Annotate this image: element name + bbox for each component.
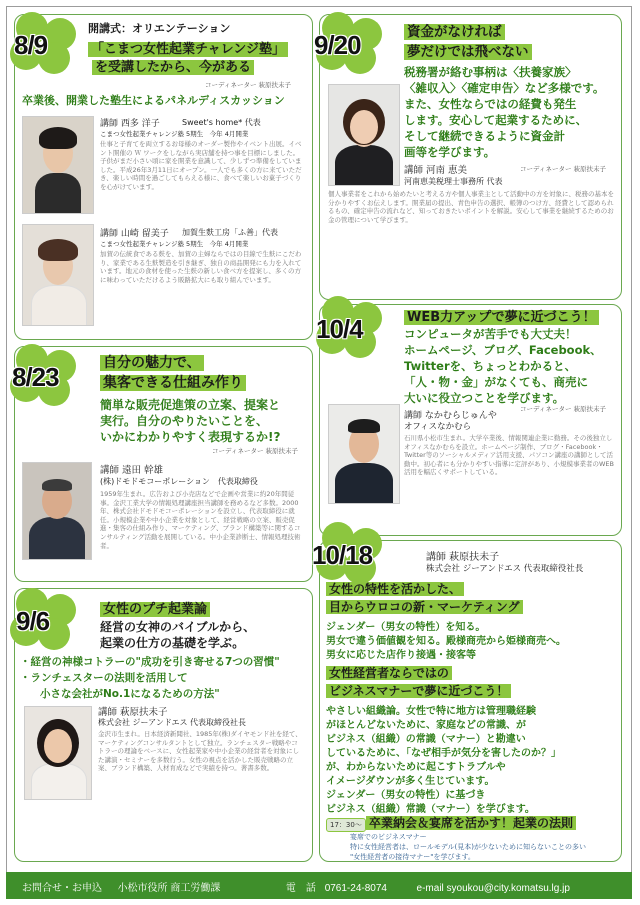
speaker-photo xyxy=(22,462,92,560)
speaker-note: こまつ女性起業チャレンジ塾 5期生 今年 4月開業 xyxy=(100,130,249,138)
speaker-org: 株式会社 ジーアンドエス 代表取締役社長 xyxy=(98,718,247,727)
session-label: 開講式：オリエンテーション xyxy=(88,22,231,35)
speaker-photo xyxy=(328,404,400,504)
speaker-bio: 仕事と子育てを両立するお母様のオーダー製作やイベント出展。イベント開催の Ｗ ワークをしながら実店舗を持つ事を目標にしました。子供がまだ小さい頃に家を開業を意識して、少しずつ準備をしていました。平成26年3月11日にオープン。一人でも多くの方に来ていただき、楽しい時間を過ごしてもらえる様に、食べて楽しいお菓子づくりを心がけています。 xyxy=(100,140,302,191)
topic-body-line: イメージダウンが多く生じています。 xyxy=(326,776,495,787)
speaker-org: 加賀生麩工房「ふ善」代表 xyxy=(182,228,278,237)
topic-point: ジェンダー（男女の特性）を知る。 xyxy=(326,622,486,633)
speaker-bio: 石川県小松市生まれ。大学卒業後、情報関連企業に勤務。その後独立しオフィスなかむらを設立。ホームページ制作、ブログ・Facebook・Twitter等のソーシャルメディア活用支援、パソコン講座の講師として活動中。初心者にも分かりやすい指導に定評があり、小規模事業者のWEB活用を幅広くサポートしている。 xyxy=(404,434,614,477)
topic-body-line: がほとんどないために、家庭などの常識、が xyxy=(326,720,526,731)
session-description-line5: 大いに役立つことを学びます。 xyxy=(404,391,565,405)
session-description-line2: 起業の仕方の基礎を学ぶ。 xyxy=(100,636,245,650)
coordinator-text: コーディネーター 萩原扶未子 xyxy=(520,165,607,173)
session-description-line5: そして継続できるように資金計 xyxy=(404,129,565,143)
speaker-name: 講師 山崎 留美子 xyxy=(100,229,169,239)
speaker-name: 講師 萩原扶未子 xyxy=(98,707,168,718)
time-badge: 17：30～ xyxy=(326,818,366,832)
contact-footer xyxy=(6,872,632,899)
topic-point: 男女に応じた店作り接遇・接客等 xyxy=(326,650,476,661)
coordinator-text: コーディネーター 萩原扶未子 xyxy=(212,447,299,455)
phone-number[interactable]: 0761-24-8074 xyxy=(324,883,387,894)
speaker-bio: 個人事業者をこれから始めたいと考える方や個人事業主として活動中の方を対象に、税務の基本を分かりやすくお伝えします。開業届の提出、青色申告の選択、帳簿のつけ方、経費として認められるもの、確定申告の流れなど、知っておきたいポイントを解説。安心して事業を継続するためのお金の管理について学びます。 xyxy=(328,190,614,224)
session-date: 9/6 xyxy=(16,606,50,636)
coordinator-text: コーディネーター 萩原扶未子 xyxy=(520,405,607,413)
topic-title-line2: ビジネスマナーで夢に近づこう！ xyxy=(326,682,511,699)
speaker-photo xyxy=(24,706,92,800)
speaker-name: 講師 河南 恵美 xyxy=(404,165,468,176)
session-title-line1: 自分の魅力で、 xyxy=(100,352,204,372)
speaker-org: 河南恵美税理士事務所 代表 xyxy=(404,177,503,186)
topic-title-line1: 女性の特性を活かした、 xyxy=(326,580,464,597)
session-description-line2: 〈雑収入〉〈確定申告〉など多様です。 xyxy=(404,81,605,95)
bullet-line: 小さな会社がNo.1になるための方法" xyxy=(40,688,220,700)
topic-title-line2: 目からウロコの新・マーケティング xyxy=(326,598,523,615)
session-title-line1: 「こまつ女性起業チャレンジ塾」 xyxy=(88,38,288,57)
speaker-name: 講師 西多 洋子 xyxy=(100,119,160,129)
session-title-line2: 夢だけでは飛べない xyxy=(404,40,532,60)
topic-body-line: が、わからないために起こすトラブルや xyxy=(326,762,506,773)
speaker-photo xyxy=(22,224,94,326)
speaker-photo xyxy=(22,116,94,214)
session-description-line3: また、女性ならではの経費も発生 xyxy=(404,97,577,111)
speaker-org: オフィスなかむら xyxy=(404,422,472,432)
speaker-org: Sweet's home* 代表 xyxy=(182,118,261,127)
session-date: 10/18 xyxy=(312,540,373,570)
speaker-photo xyxy=(328,84,400,186)
session-title-line1: 資金がなければ xyxy=(404,20,505,40)
coordinator-text: コーディネーター 萩原扶未子 xyxy=(205,81,292,89)
bullet-line: ・経営の神様コトラーの"成功を引き寄せる7つの習慣" xyxy=(20,656,280,668)
session-description-line3: Twitterを、ちょっとわかると、 xyxy=(404,359,577,373)
topic-note: 宴席でのビジネスマナー xyxy=(350,833,427,841)
session-title: WEB力アップで夢に近づこう！ xyxy=(404,306,599,325)
speaker-bio: 加賀の伝統食である麩を、加賀の主婦ならではの目線で生麩にこだわり、家業である生麩製造を引き継ぎ、独自の商品開発にも力を入れています。地元の食材を使った生麩の新しい食べ方を提案し、多くの方に味わっていただけるよう販路拡大にも取り組んでいます。 xyxy=(100,250,302,284)
session-date: 8/9 xyxy=(14,30,48,60)
session-description-line4: します。安心して起業するために、 xyxy=(404,113,588,127)
topic-body-line: やさしい組織論。女性で特に地方は管理職経験 xyxy=(326,706,536,717)
session-date: 8/23 xyxy=(12,362,59,392)
session-title: 女性のプチ起業論 xyxy=(100,598,210,617)
topic-body-line: しているために、「なぜ相手が気分を害したのか？」 xyxy=(326,748,561,759)
session-title-line2: を受講したから、今がある xyxy=(92,56,254,75)
topic-note: "女性経営者の接待マナー"を学びます。 xyxy=(350,853,475,861)
speaker-name: 講師 萩原扶未子 xyxy=(426,552,500,563)
speaker-name: 講師 遠田 幹雄 xyxy=(100,465,164,476)
phone-label: 電 話 xyxy=(285,883,316,894)
speaker-note: こまつ女性起業チャレンジ塾 5期生 今年 4月開業 xyxy=(100,240,249,248)
session-description-line4: 「人・物・金」がなくても、商売に xyxy=(404,375,588,389)
session-date: 9/20 xyxy=(314,30,361,60)
speaker-org: 株式会社 ジーアンドエス 代表取締役社長 xyxy=(426,564,584,574)
bullet-line: ・ランチェスターの法則を活用して xyxy=(20,672,188,684)
topic-title: 卒業納会＆宴席を活かす！起業の法則 xyxy=(366,814,576,831)
office-name: 小松市役所 商工労働課 xyxy=(117,883,221,894)
speaker-bio: 金沢市生まれ。日本経済新聞社、1985年(株)ダイヤモンド社を経て、マーケティングコンサルタントとして独立。ランチェスター戦略やコトラーの理論をベースに、女性起業家や中小企業の経営者を対象にした講演・セミナーを多数行う。女性の視点を活かした販売戦略の立案、ブランド構築、人材育成などで実績を持つ。著書多数。 xyxy=(98,730,302,773)
session-date: 10/4 xyxy=(316,314,363,344)
session-description-line1: 経営の女神のバイブルから、 xyxy=(100,620,256,634)
contact-label: お問合せ・お申込 xyxy=(22,883,102,894)
topic-title-line1: 女性経営者ならではの xyxy=(326,664,452,681)
session-description-line1: 税務署が絡む事柄は〈扶養家族〉 xyxy=(404,65,577,79)
session-description-line6: 画等を学びます。 xyxy=(404,145,496,159)
speaker-org: (株)ドモドモコーポレーション 代表取締役 xyxy=(100,477,258,486)
speaker-name: 講師 なかむらじゅんや xyxy=(404,411,497,421)
topic-body-line: ビジネス（組織）の常識（マナー）と勘違い xyxy=(326,734,526,745)
session-description-line2: ホームページ、ブログ、Facebook、 xyxy=(404,343,602,357)
session-description-line1: コンピュータが苦手でも大丈夫！ xyxy=(404,327,577,341)
topic-note: 特に女性経営者は、ロールモデル(見本)が少ないために知らないことの多い xyxy=(350,843,586,851)
email-address[interactable]: e-mail syoukou@city.komatsu.lg.jp xyxy=(416,883,570,894)
topic-body-line: ジェンダー（男女の特性）に基づき xyxy=(326,790,486,801)
topic-body-line: ビジネス（組織）常識（マナー）を学びます。 xyxy=(326,804,535,815)
session-description-line2: 実行。自分のやりたいことを、 xyxy=(100,414,269,428)
session-description-line1: 簡単な販売促進策の立案、提案と xyxy=(100,398,281,412)
session-description-line3: いかにわかりやすく表現するか!? xyxy=(100,430,281,444)
speaker-bio: 1959年生まれ。広告および小売店などで企画や営業に約20年間従事。金沢工業大学の情報処理講座担当講師を務めるなど多数。2000年、株式会社ドモドモコーポレーションを設立し、代表取締役に就任。小規模企業や中小企業を対象として、経営戦略の立案、販売促進・集客の仕組み作り、マーケティング、ブランド構築等に関するコンサルティング活動を展開している。中小企業診断士、情報処理技術者。 xyxy=(100,490,301,550)
session-title-line2: 集客できる仕組み作り xyxy=(100,372,246,392)
topic-point: 男女で違う価値観を知る。殿様商売から姫様商売へ。 xyxy=(326,636,566,647)
session-subtitle: 卒業後、開業した塾生によるパネルディスカッション xyxy=(22,94,285,107)
